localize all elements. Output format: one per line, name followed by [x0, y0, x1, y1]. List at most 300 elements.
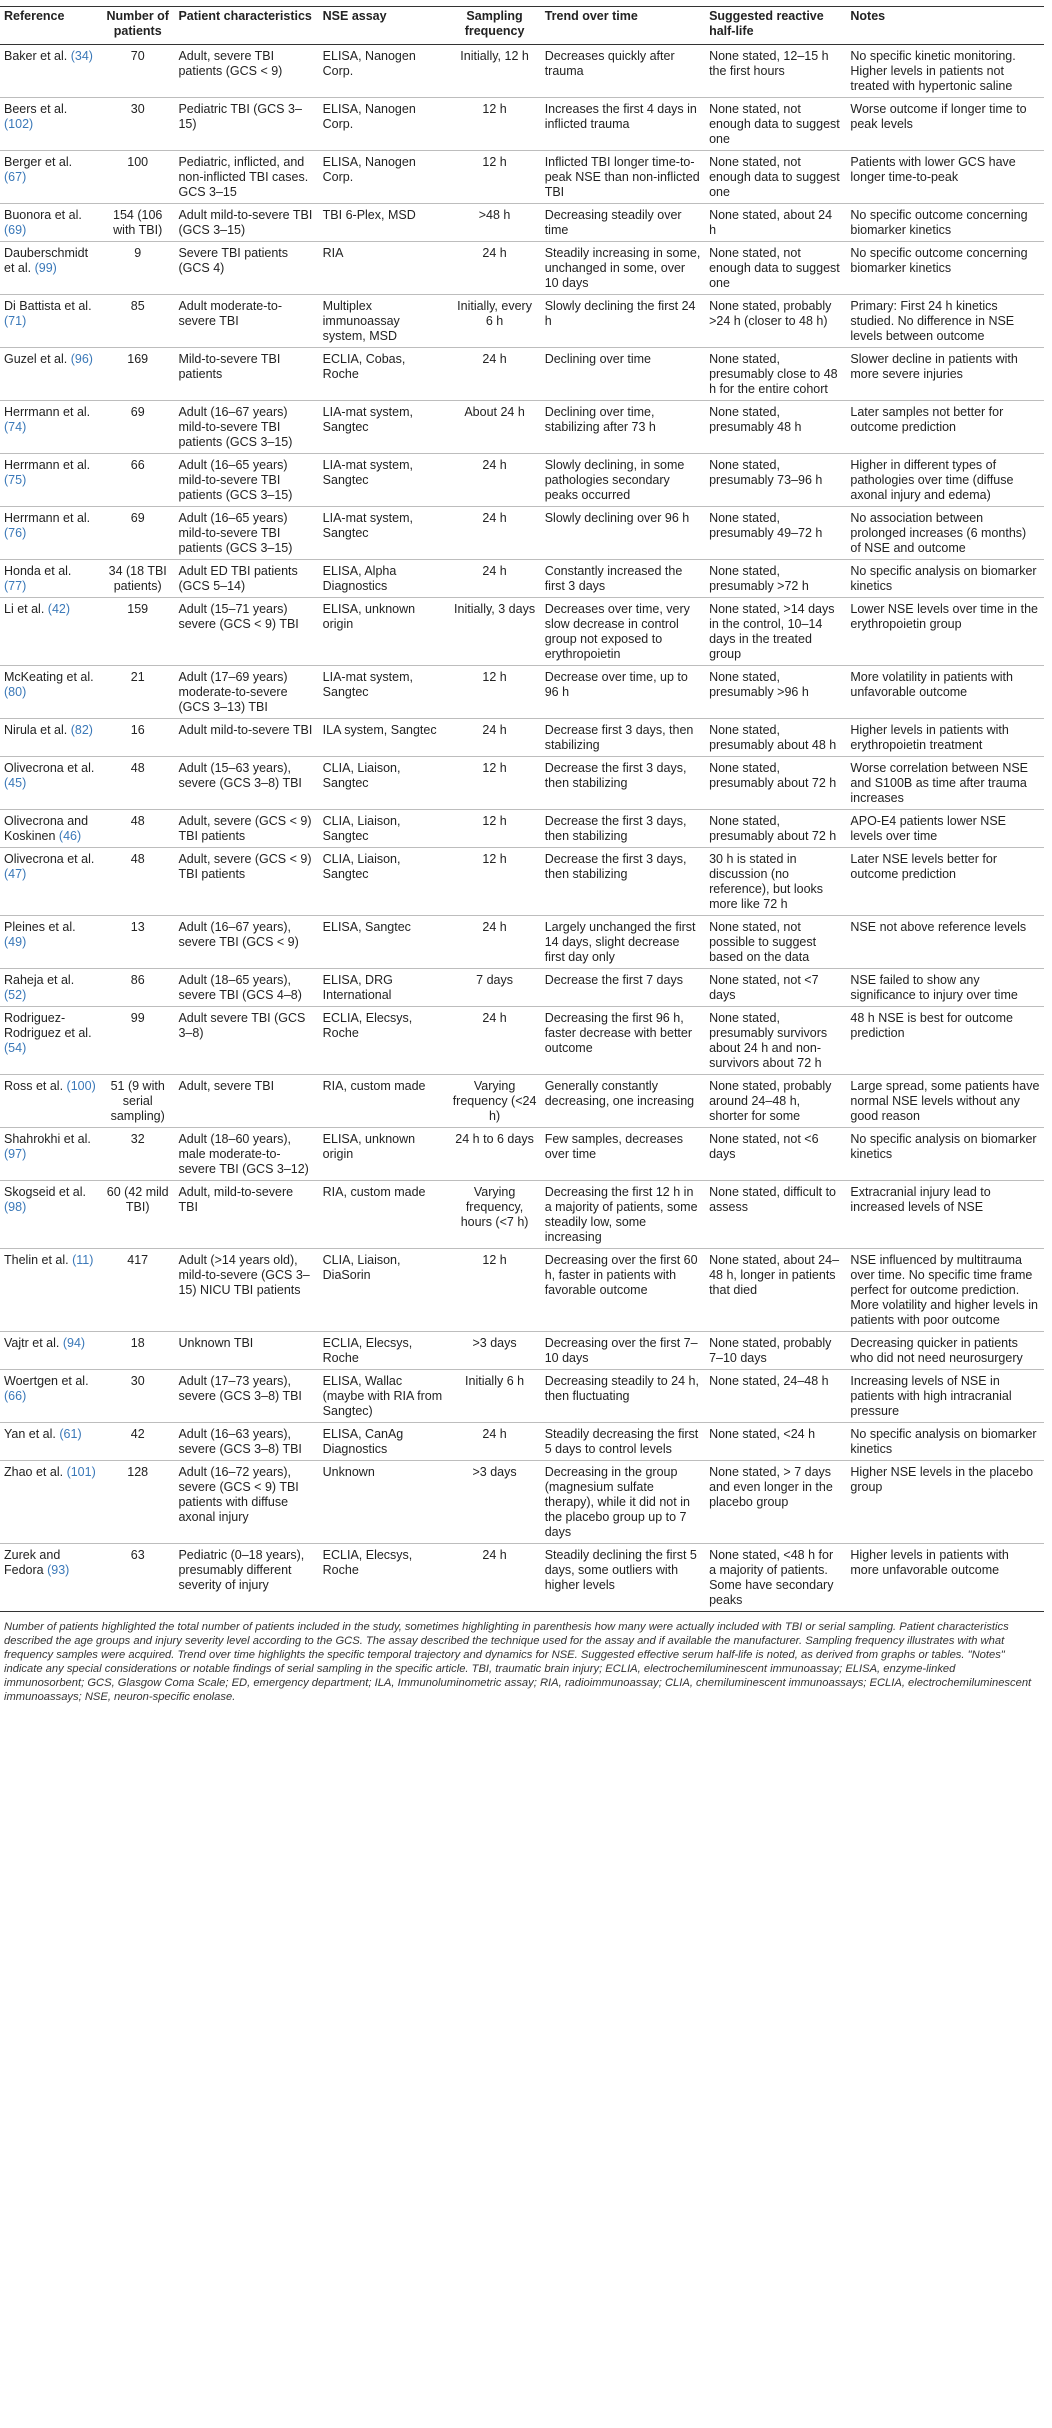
cell-suggested-half-life: None stated, presumably about 48 h	[705, 719, 846, 757]
reference-author: Thelin et al.	[4, 1253, 69, 1267]
cell-sampling-frequency: >3 days	[448, 1332, 540, 1370]
cell-sampling-frequency: 24 h	[448, 1423, 540, 1461]
reference-citation-link[interactable]: (101)	[66, 1465, 96, 1479]
cell-suggested-half-life: None stated, about 24 h	[705, 204, 846, 242]
cell-reference	[0, 969, 101, 1007]
header-trend-over-time: Trend over time	[541, 7, 705, 45]
cell-trend-over-time: Few samples, decreases over time	[541, 1128, 705, 1181]
cell-trend-over-time: Decrease over time, up to 96 h	[541, 666, 705, 719]
cell-notes: NSE failed to show any significance to injury over time	[846, 969, 1044, 1007]
cell-patient-characteristics: Adult, mild-to-severe TBI	[174, 1181, 318, 1249]
cell-patient-characteristics: Adult, severe TBI patients (GCS < 9)	[174, 45, 318, 98]
cell-trend-over-time: Decreases quickly after trauma	[541, 45, 705, 98]
cell-reference	[0, 507, 101, 560]
cell-reference	[0, 757, 101, 810]
cell-notes: NSE not above reference levels	[846, 916, 1044, 969]
cell-patient-characteristics: Adult mild-to-severe TBI (GCS 3–15)	[174, 204, 318, 242]
reference-citation-link[interactable]: (96)	[70, 352, 93, 366]
reference-author: Shahrokhi et al.	[4, 1132, 91, 1146]
cell-trend-over-time: Decreasing over the first 7–10 days	[541, 1332, 705, 1370]
cell-suggested-half-life: None stated, > 7 days and even longer in the placebo group	[705, 1461, 846, 1544]
reference-author: Beers et al.	[4, 102, 68, 116]
cell-number-of-patients: 18	[101, 1332, 175, 1370]
cell-trend-over-time: Decreasing over the first 60 h, faster in patients with favorable outcome	[541, 1249, 705, 1332]
cell-trend-over-time: Slowly declining, in some pathologies secondary peaks occurred	[541, 454, 705, 507]
reference-citation-link[interactable]: (46)	[58, 829, 82, 843]
cell-trend-over-time: Decrease the first 7 days	[541, 969, 705, 1007]
cell-number-of-patients: 159	[101, 598, 175, 666]
cell-sampling-frequency: About 24 h	[448, 401, 540, 454]
cell-patient-characteristics: Pediatric TBI (GCS 3–15)	[174, 98, 318, 151]
cell-patient-characteristics: Severe TBI patients (GCS 4)	[174, 242, 318, 295]
cell-nse-assay: ECLIA, Elecsys, Roche	[319, 1544, 449, 1612]
cell-reference	[0, 401, 101, 454]
header-notes: Notes	[846, 7, 1044, 45]
table-row	[0, 848, 1044, 916]
cell-nse-assay: RIA	[319, 242, 449, 295]
cell-trend-over-time: Steadily increasing in some, unchanged in some, over 10 days	[541, 242, 705, 295]
cell-reference	[0, 151, 101, 204]
table-row	[0, 666, 1044, 719]
cell-nse-assay: LIA-mat system, Sangtec	[319, 507, 449, 560]
cell-suggested-half-life: None stated, presumably survivors about 24 h and non-survivors about 72 h	[705, 1007, 846, 1075]
cell-sampling-frequency: 12 h	[448, 151, 540, 204]
cell-suggested-half-life: None stated, difficult to assess	[705, 1181, 846, 1249]
reference-author: Herrmann et al.	[4, 458, 91, 472]
cell-number-of-patients: 60 (42 mild TBI)	[101, 1181, 175, 1249]
cell-number-of-patients: 48	[101, 848, 175, 916]
cell-sampling-frequency: 24 h	[448, 1544, 540, 1612]
cell-trend-over-time: Increases the first 4 days in inflicted trauma	[541, 98, 705, 151]
reference-author: Rodriguez-Rodriguez et al.	[4, 1011, 92, 1040]
cell-sampling-frequency: 24 h	[448, 560, 540, 598]
cell-number-of-patients: 21	[101, 666, 175, 719]
reference-citation-link[interactable]: (98)	[4, 1200, 27, 1214]
cell-patient-characteristics: Adult (15–63 years), severe (GCS 3–8) TBI	[174, 757, 318, 810]
cell-number-of-patients: 51 (9 with serial sampling)	[101, 1075, 175, 1128]
cell-notes: Primary: First 24 h kinetics studied. No difference in NSE levels between outcome	[846, 295, 1044, 348]
cell-trend-over-time: Declining over time, stabilizing after 73 h	[541, 401, 705, 454]
cell-reference	[0, 560, 101, 598]
cell-nse-assay: CLIA, Liaison, Sangtec	[319, 848, 449, 916]
cell-number-of-patients: 169	[101, 348, 175, 401]
cell-reference	[0, 98, 101, 151]
header-nse-assay: NSE assay	[319, 7, 449, 45]
cell-notes: Later NSE levels better for outcome prediction	[846, 848, 1044, 916]
cell-patient-characteristics: Adult (>14 years old), mild-to-severe (GCS 3–15) NICU TBI patients	[174, 1249, 318, 1332]
cell-number-of-patients: 9	[101, 242, 175, 295]
cell-suggested-half-life: None stated, presumably close to 48 h for the entire cohort	[705, 348, 846, 401]
cell-number-of-patients: 13	[101, 916, 175, 969]
cell-nse-assay: ELISA, Nanogen Corp.	[319, 151, 449, 204]
table-row	[0, 348, 1044, 401]
cell-patient-characteristics: Pediatric (0–18 years), presumably different severity of injury	[174, 1544, 318, 1612]
cell-patient-characteristics: Adult (18–65 years), severe TBI (GCS 4–8)	[174, 969, 318, 1007]
cell-trend-over-time: Decrease the first 3 days, then stabilizing	[541, 810, 705, 848]
cell-suggested-half-life: None stated, presumably about 72 h	[705, 757, 846, 810]
cell-suggested-half-life: None stated, probably around 24–48 h, shorter for some	[705, 1075, 846, 1128]
cell-nse-assay: ELISA, Nanogen Corp.	[319, 45, 449, 98]
cell-suggested-half-life: None stated, presumably >72 h	[705, 560, 846, 598]
cell-reference	[0, 348, 101, 401]
cell-suggested-half-life: None stated, 12–15 h the first hours	[705, 45, 846, 98]
cell-nse-assay: Unknown	[319, 1461, 449, 1544]
table-row	[0, 401, 1044, 454]
table-row	[0, 1007, 1044, 1075]
cell-nse-assay: ELISA, Sangtec	[319, 916, 449, 969]
cell-reference	[0, 295, 101, 348]
cell-reference	[0, 1370, 101, 1423]
reference-citation-link[interactable]: (42)	[47, 602, 71, 616]
cell-sampling-frequency: 24 h	[448, 916, 540, 969]
reference-author: Olivecrona and Koskinen	[4, 814, 89, 843]
cell-sampling-frequency: >3 days	[448, 1461, 540, 1544]
reference-author: Guzel et al.	[4, 352, 68, 366]
cell-suggested-half-life: None stated, presumably >96 h	[705, 666, 846, 719]
cell-suggested-half-life: None stated, not <7 days	[705, 969, 846, 1007]
cell-suggested-half-life: None stated, not <6 days	[705, 1128, 846, 1181]
reference-author: Zhao et al.	[4, 1465, 64, 1479]
cell-patient-characteristics: Adult (16–67 years) mild-to-severe TBI patients (GCS 3–15)	[174, 401, 318, 454]
cell-number-of-patients: 66	[101, 454, 175, 507]
reference-citation-link[interactable]: (77)	[4, 579, 27, 593]
header-reference: Reference	[0, 7, 101, 45]
cell-trend-over-time: Slowly declining the first 24 h	[541, 295, 705, 348]
cell-nse-assay: CLIA, Liaison, DiaSorin	[319, 1249, 449, 1332]
cell-number-of-patients: 63	[101, 1544, 175, 1612]
table-row	[0, 204, 1044, 242]
cell-trend-over-time: Steadily declining the first 5 days, some outliers with higher levels	[541, 1544, 705, 1612]
reference-author: Baker et al.	[4, 49, 68, 63]
cell-nse-assay: ELISA, DRG International	[319, 969, 449, 1007]
cell-reference	[0, 1249, 101, 1332]
cell-number-of-patients: 69	[101, 507, 175, 560]
reference-citation-link[interactable]: (94)	[62, 1336, 86, 1350]
reference-author: Skogseid et al.	[4, 1185, 86, 1199]
cell-notes: 48 h NSE is best for outcome prediction	[846, 1007, 1044, 1075]
reference-author: McKeating et al.	[4, 670, 94, 684]
reference-citation-link[interactable]: (82)	[70, 723, 93, 737]
table-row	[0, 1249, 1044, 1332]
cell-patient-characteristics: Adult (16–65 years) mild-to-severe TBI patients (GCS 3–15)	[174, 507, 318, 560]
table-row	[0, 598, 1044, 666]
cell-suggested-half-life: None stated, >14 days in the control, 10–14 days in the treated group	[705, 598, 846, 666]
cell-sampling-frequency: 24 h to 6 days	[448, 1128, 540, 1181]
cell-trend-over-time: Decreasing steadily over time	[541, 204, 705, 242]
cell-number-of-patients: 86	[101, 969, 175, 1007]
cell-nse-assay: ELISA, Wallac (maybe with RIA from Sangtec)	[319, 1370, 449, 1423]
table-body	[0, 45, 1044, 1612]
cell-suggested-half-life: None stated, <24 h	[705, 1423, 846, 1461]
cell-number-of-patients: 70	[101, 45, 175, 98]
cell-nse-assay: ECLIA, Elecsys, Roche	[319, 1332, 449, 1370]
cell-notes: No specific analysis on biomarker kinetics	[846, 1128, 1044, 1181]
cell-nse-assay: ILA system, Sangtec	[319, 719, 449, 757]
table-row	[0, 1181, 1044, 1249]
cell-sampling-frequency: 24 h	[448, 454, 540, 507]
cell-number-of-patients: 128	[101, 1461, 175, 1544]
cell-notes: No specific outcome concerning biomarker kinetics	[846, 204, 1044, 242]
cell-sampling-frequency: 12 h	[448, 1249, 540, 1332]
reference-citation-link[interactable]: (49)	[4, 935, 27, 949]
header-sampling-frequency: Sampling frequency	[448, 7, 540, 45]
reference-citation-link[interactable]: (97)	[4, 1147, 27, 1161]
cell-sampling-frequency: Initially 6 h	[448, 1370, 540, 1423]
reference-citation-link[interactable]: (76)	[4, 526, 27, 540]
reference-author: Herrmann et al.	[4, 511, 91, 525]
reference-citation-link[interactable]: (75)	[4, 473, 27, 487]
reference-citation-link[interactable]: (66)	[4, 1389, 27, 1403]
cell-reference	[0, 848, 101, 916]
cell-number-of-patients: 42	[101, 1423, 175, 1461]
reference-author: Nirula et al.	[4, 723, 68, 737]
cell-nse-assay: ELISA, Nanogen Corp.	[319, 98, 449, 151]
cell-patient-characteristics: Adult, severe (GCS < 9) TBI patients	[174, 848, 318, 916]
cell-sampling-frequency: >48 h	[448, 204, 540, 242]
cell-sampling-frequency: Varying frequency, hours (<7 h)	[448, 1181, 540, 1249]
cell-number-of-patients: 30	[101, 1370, 175, 1423]
table-row	[0, 560, 1044, 598]
cell-suggested-half-life: None stated, not enough data to suggest one	[705, 242, 846, 295]
cell-nse-assay: ELISA, CanAg Diagnostics	[319, 1423, 449, 1461]
header-row	[0, 7, 1044, 45]
cell-nse-assay: ELISA, Alpha Diagnostics	[319, 560, 449, 598]
cell-sampling-frequency: 12 h	[448, 666, 540, 719]
cell-suggested-half-life: 30 h is stated in discussion (no reference), but looks more like 72 h	[705, 848, 846, 916]
reference-author: Herrmann et al.	[4, 405, 91, 419]
cell-patient-characteristics: Adult moderate-to-severe TBI	[174, 295, 318, 348]
cell-notes: No specific outcome concerning biomarker kinetics	[846, 242, 1044, 295]
cell-suggested-half-life: None stated, presumably 48 h	[705, 401, 846, 454]
cell-patient-characteristics: Adult ED TBI patients (GCS 5–14)	[174, 560, 318, 598]
cell-notes: Later samples not better for outcome prediction	[846, 401, 1044, 454]
reference-citation-link[interactable]: (34)	[70, 49, 93, 63]
reference-citation-link[interactable]: (47)	[4, 867, 27, 881]
cell-number-of-patients: 100	[101, 151, 175, 204]
cell-trend-over-time: Decrease first 3 days, then stabilizing	[541, 719, 705, 757]
cell-sampling-frequency: Initially, 3 days	[448, 598, 540, 666]
nse-studies-table	[0, 6, 1044, 1612]
reference-author: Woertgen et al.	[4, 1374, 89, 1388]
reference-author: Raheja et al.	[4, 973, 75, 987]
cell-notes: No specific analysis on biomarker kinetics	[846, 560, 1044, 598]
table-row	[0, 1332, 1044, 1370]
cell-patient-characteristics: Adult severe TBI (GCS 3–8)	[174, 1007, 318, 1075]
cell-nse-assay: ECLIA, Elecsys, Roche	[319, 1007, 449, 1075]
cell-sampling-frequency: 24 h	[448, 242, 540, 295]
cell-sampling-frequency: 12 h	[448, 810, 540, 848]
cell-notes: Worse outcome if longer time to peak levels	[846, 98, 1044, 151]
cell-reference	[0, 1332, 101, 1370]
reference-author: Ross et al.	[4, 1079, 64, 1093]
reference-citation-link[interactable]: (61)	[59, 1427, 82, 1441]
reference-citation-link[interactable]: (69)	[4, 223, 27, 237]
cell-patient-characteristics: Adult (16–72 years), severe (GCS < 9) TBI patients with diffuse axonal injury	[174, 1461, 318, 1544]
cell-sampling-frequency: 24 h	[448, 1007, 540, 1075]
cell-notes: Patients with lower GCS have longer time-to-peak	[846, 151, 1044, 204]
cell-sampling-frequency: 24 h	[448, 507, 540, 560]
reference-citation-link[interactable]: (71)	[4, 314, 27, 328]
reference-citation-link[interactable]: (11)	[72, 1253, 94, 1267]
table-row	[0, 454, 1044, 507]
reference-author: Berger et al.	[4, 155, 73, 169]
table-row	[0, 1370, 1044, 1423]
cell-notes: Slower decline in patients with more severe injuries	[846, 348, 1044, 401]
cell-patient-characteristics: Adult, severe (GCS < 9) TBI patients	[174, 810, 318, 848]
cell-reference	[0, 45, 101, 98]
reference-author: Pleines et al.	[4, 920, 76, 934]
cell-number-of-patients: 154 (106 with TBI)	[101, 204, 175, 242]
cell-trend-over-time: Decreasing in the group (magnesium sulfate therapy), while it did not in the placebo group up to 7 days	[541, 1461, 705, 1544]
cell-reference	[0, 1181, 101, 1249]
cell-nse-assay: LIA-mat system, Sangtec	[319, 666, 449, 719]
cell-nse-assay: LIA-mat system, Sangtec	[319, 401, 449, 454]
cell-patient-characteristics: Adult (16–63 years), severe (GCS 3–8) TBI	[174, 1423, 318, 1461]
cell-notes: No specific kinetic monitoring. Higher levels in patients not treated with hypertonic saline	[846, 45, 1044, 98]
cell-reference	[0, 1128, 101, 1181]
cell-notes: More volatility in patients with unfavorable outcome	[846, 666, 1044, 719]
cell-patient-characteristics: Adult (15–71 years) severe (GCS < 9) TBI	[174, 598, 318, 666]
reference-citation-link[interactable]: (45)	[4, 776, 27, 790]
reference-author: Zurek and Fedora	[4, 1548, 61, 1577]
table-row	[0, 507, 1044, 560]
cell-reference	[0, 1075, 101, 1128]
cell-number-of-patients: 417	[101, 1249, 175, 1332]
cell-patient-characteristics: Adult (17–69 years) moderate-to-severe (GCS 3–13) TBI	[174, 666, 318, 719]
cell-number-of-patients: 16	[101, 719, 175, 757]
cell-nse-assay: ELISA, unknown origin	[319, 598, 449, 666]
cell-reference	[0, 454, 101, 507]
reference-citation-link[interactable]: (67)	[4, 170, 27, 184]
cell-sampling-frequency: 7 days	[448, 969, 540, 1007]
cell-notes: No association between prolonged increases (6 months) of NSE and outcome	[846, 507, 1044, 560]
cell-patient-characteristics: Adult (16–67 years), severe TBI (GCS < 9)	[174, 916, 318, 969]
reference-citation-link[interactable]: (54)	[4, 1041, 27, 1055]
table-row	[0, 1461, 1044, 1544]
reference-citation-link[interactable]: (93)	[47, 1563, 70, 1577]
cell-patient-characteristics: Unknown TBI	[174, 1332, 318, 1370]
cell-notes: Large spread, some patients have normal NSE levels without any good reason	[846, 1075, 1044, 1128]
cell-notes: Higher NSE levels in the placebo group	[846, 1461, 1044, 1544]
table-row	[0, 1075, 1044, 1128]
table-row	[0, 295, 1044, 348]
reference-author: Dauberschmidt et al.	[4, 246, 89, 275]
cell-notes: Lower NSE levels over time in the erythropoietin group	[846, 598, 1044, 666]
table-row	[0, 98, 1044, 151]
cell-suggested-half-life: None stated, 24–48 h	[705, 1370, 846, 1423]
cell-nse-assay: TBI 6-Plex, MSD	[319, 204, 449, 242]
cell-suggested-half-life: None stated, about 24–48 h, longer in patients that died	[705, 1249, 846, 1332]
table-row	[0, 719, 1044, 757]
cell-trend-over-time: Decrease the first 3 days, then stabilizing	[541, 848, 705, 916]
cell-reference	[0, 204, 101, 242]
cell-patient-characteristics: Mild-to-severe TBI patients	[174, 348, 318, 401]
cell-trend-over-time: Decreasing the first 12 h in a majority of patients, some steadily low, some increasing	[541, 1181, 705, 1249]
cell-notes: Higher levels in patients with erythropoietin treatment	[846, 719, 1044, 757]
cell-trend-over-time: Decreasing steadily to 24 h, then fluctuating	[541, 1370, 705, 1423]
cell-suggested-half-life: None stated, presumably 73–96 h	[705, 454, 846, 507]
cell-reference	[0, 1423, 101, 1461]
cell-nse-assay: ELISA, unknown origin	[319, 1128, 449, 1181]
cell-number-of-patients: 69	[101, 401, 175, 454]
cell-sampling-frequency: 24 h	[448, 348, 540, 401]
reference-citation-link[interactable]: (102)	[4, 117, 34, 131]
cell-trend-over-time: Decreasing the first 96 h, faster decrease with better outcome	[541, 1007, 705, 1075]
cell-sampling-frequency: Initially, 12 h	[448, 45, 540, 98]
cell-number-of-patients: 99	[101, 1007, 175, 1075]
cell-patient-characteristics: Pediatric, inflicted, and non-inflicted TBI cases. GCS 3–15	[174, 151, 318, 204]
cell-reference	[0, 666, 101, 719]
table-row	[0, 757, 1044, 810]
cell-trend-over-time: Inflicted TBI longer time-to-peak NSE than non-inflicted TBI	[541, 151, 705, 204]
cell-reference	[0, 1007, 101, 1075]
table-row	[0, 45, 1044, 98]
cell-trend-over-time: Decrease the first 3 days, then stabilizing	[541, 757, 705, 810]
cell-notes: Extracranial injury lead to increased levels of NSE	[846, 1181, 1044, 1249]
cell-trend-over-time: Declining over time	[541, 348, 705, 401]
cell-patient-characteristics: Adult (17–73 years), severe (GCS 3–8) TBI	[174, 1370, 318, 1423]
cell-nse-assay: LIA-mat system, Sangtec	[319, 454, 449, 507]
header-suggested-half-life: Suggested reactive half-life	[705, 7, 846, 45]
cell-suggested-half-life: None stated, presumably 49–72 h	[705, 507, 846, 560]
cell-sampling-frequency: 12 h	[448, 757, 540, 810]
cell-notes: No specific analysis on biomarker kinetics	[846, 1423, 1044, 1461]
reference-author: Di Battista et al.	[4, 299, 92, 313]
reference-citation-link[interactable]: (80)	[4, 685, 27, 699]
table-row	[0, 810, 1044, 848]
cell-nse-assay: RIA, custom made	[319, 1181, 449, 1249]
cell-suggested-half-life: None stated, probably 7–10 days	[705, 1332, 846, 1370]
reference-citation-link[interactable]: (99)	[34, 261, 57, 275]
cell-sampling-frequency: 12 h	[448, 848, 540, 916]
cell-reference	[0, 916, 101, 969]
reference-author: Li et al.	[4, 602, 45, 616]
cell-suggested-half-life: None stated, not enough data to suggest one	[705, 151, 846, 204]
reference-citation-link[interactable]: (100)	[66, 1079, 96, 1093]
header-number-of-patients: Number of patients	[101, 7, 175, 45]
reference-author: Honda et al.	[4, 564, 72, 578]
cell-patient-characteristics: Adult (16–65 years) mild-to-severe TBI patients (GCS 3–15)	[174, 454, 318, 507]
cell-nse-assay: ECLIA, Cobas, Roche	[319, 348, 449, 401]
reference-citation-link[interactable]: (74)	[4, 420, 27, 434]
cell-number-of-patients: 85	[101, 295, 175, 348]
cell-reference	[0, 1544, 101, 1612]
cell-reference	[0, 598, 101, 666]
cell-sampling-frequency: 24 h	[448, 719, 540, 757]
reference-citation-link[interactable]: (52)	[4, 988, 27, 1002]
cell-trend-over-time: Decreases over time, very slow decrease in control group not exposed to erythropoietin	[541, 598, 705, 666]
cell-suggested-half-life: None stated, not enough data to suggest one	[705, 98, 846, 151]
table-row	[0, 1128, 1044, 1181]
cell-suggested-half-life: None stated, not possible to suggest based on the data	[705, 916, 846, 969]
cell-notes: Higher in different types of pathologies over time (diffuse axonal injury and edema)	[846, 454, 1044, 507]
cell-sampling-frequency: Varying frequency (<24 h)	[448, 1075, 540, 1128]
cell-sampling-frequency: 12 h	[448, 98, 540, 151]
table-row	[0, 242, 1044, 295]
cell-nse-assay: CLIA, Liaison, Sangtec	[319, 757, 449, 810]
cell-trend-over-time: Generally constantly decreasing, one increasing	[541, 1075, 705, 1128]
header-patient-characteristics: Patient characteristics	[174, 7, 318, 45]
cell-notes: Higher levels in patients with more unfavorable outcome	[846, 1544, 1044, 1612]
cell-nse-assay: Multiplex immunoassay system, MSD	[319, 295, 449, 348]
reference-author: Buonora et al.	[4, 208, 82, 222]
cell-sampling-frequency: Initially, every 6 h	[448, 295, 540, 348]
table-row	[0, 1423, 1044, 1461]
cell-reference	[0, 810, 101, 848]
cell-suggested-half-life: None stated, <48 h for a majority of patients. Some have secondary peaks	[705, 1544, 846, 1612]
cell-reference	[0, 1461, 101, 1544]
cell-number-of-patients: 34 (18 TBI patients)	[101, 560, 175, 598]
